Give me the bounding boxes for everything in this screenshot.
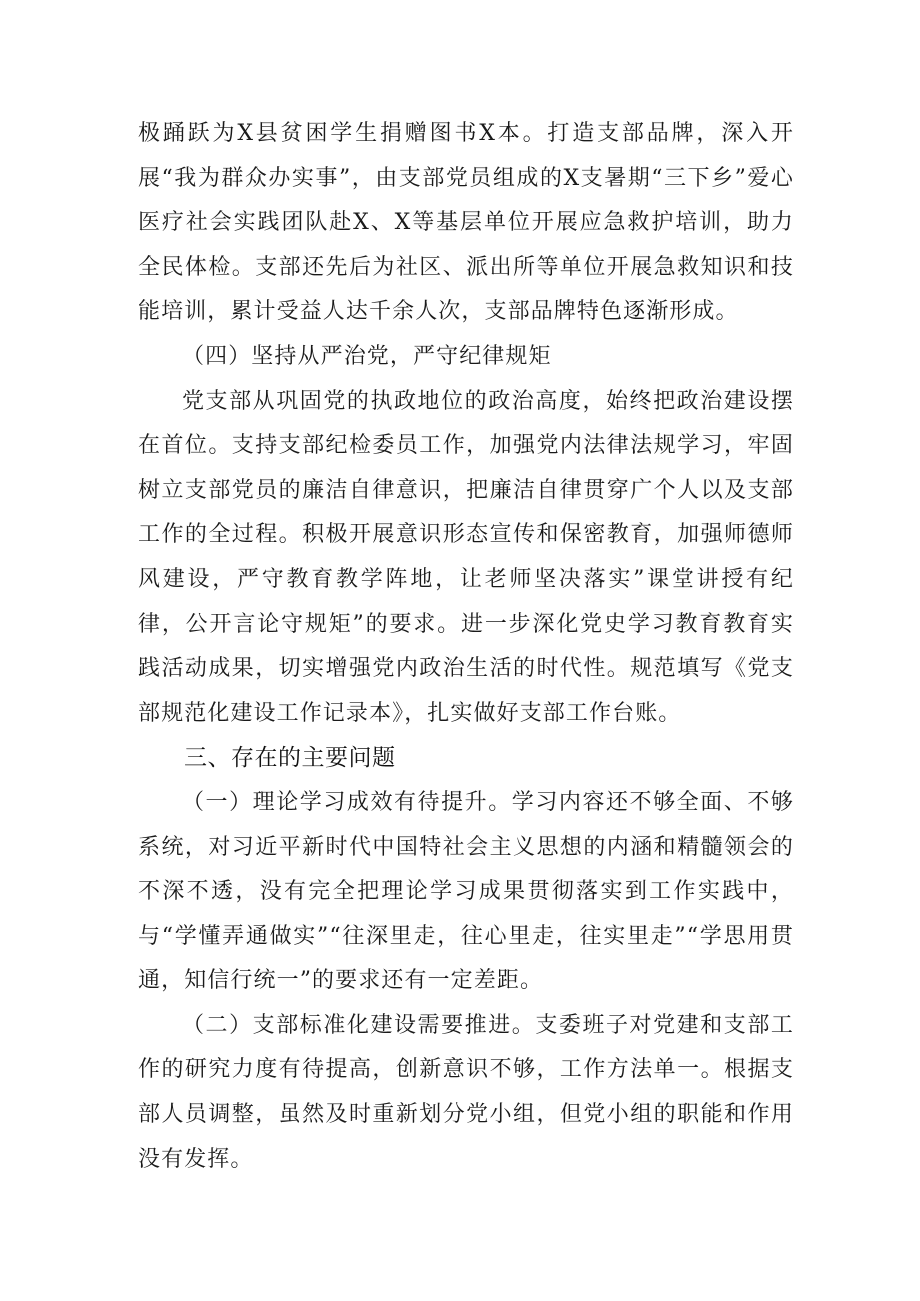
paragraph-discipline: 党支部从巩固党的执政地位的政治高度，始终把政治建设摆在首位。支持支部纪检委员工作，加强党内法律法规学习，牢固树立支部党员的廉洁自律意识，把廉洁自律贯穿广个人以及支部工作的全过程。积极开展意识形态宣传和保密教育，加强师德师风建设，严守教育教学阵地，让老师坚决落实”课堂讲授有纪律，公开言论守规矩”的要求。进一步深化党史学习教育教育实践活动成果，切实增强党内政治生活的时代性。规范填写《党支部规范化建设工作记录本》，扎实做好支部工作台账。 [138,388,794,726]
paragraph-theory-study: （一）理论学习成效有待提升。学习内容还不够全面、不够系统，对习近平新时代中国特社会主义思想的内涵和精髓领会的不深不透，没有完全把理论学习成果贯彻落实到工作实践中，与“学懂弄通做实”“往深里走，往心里走，往实里走”“学思用贯通，知信行统一”的要求还有一定差距。 [138,789,794,994]
section-heading-main-problems: 三、存在的主要问题 [184,745,396,772]
document-body [138,112,794,1182]
subheading-strict-governance: （四）坚持从严治党，严守纪律规矩 [182,343,552,369]
paragraph-brand-activities: 极踊跃为X县贫困学生捐赠图书X本。打造支部品牌，深入开展“我为群众办实事”，由支部党员组成的X支暑期“三下乡”爱心医疗社会实践团队赴X、X等基层单位开展应急救护培训，助力全民体检。支部还先后为社区、派出所等单位开展急救知识和技能培训，累计受益人达千余人次，支部品牌特色逐渐形成。 [138,121,794,325]
paragraph-standardization: （二）支部标准化建设需要推进。支委班子对党建和支部工作的研究力度有待提高，创新意识不够，工作方法单一。根据支部人员调整，虽然及时重新划分党小组，但党小组的职能和作用没有发挥。 [138,1012,794,1172]
